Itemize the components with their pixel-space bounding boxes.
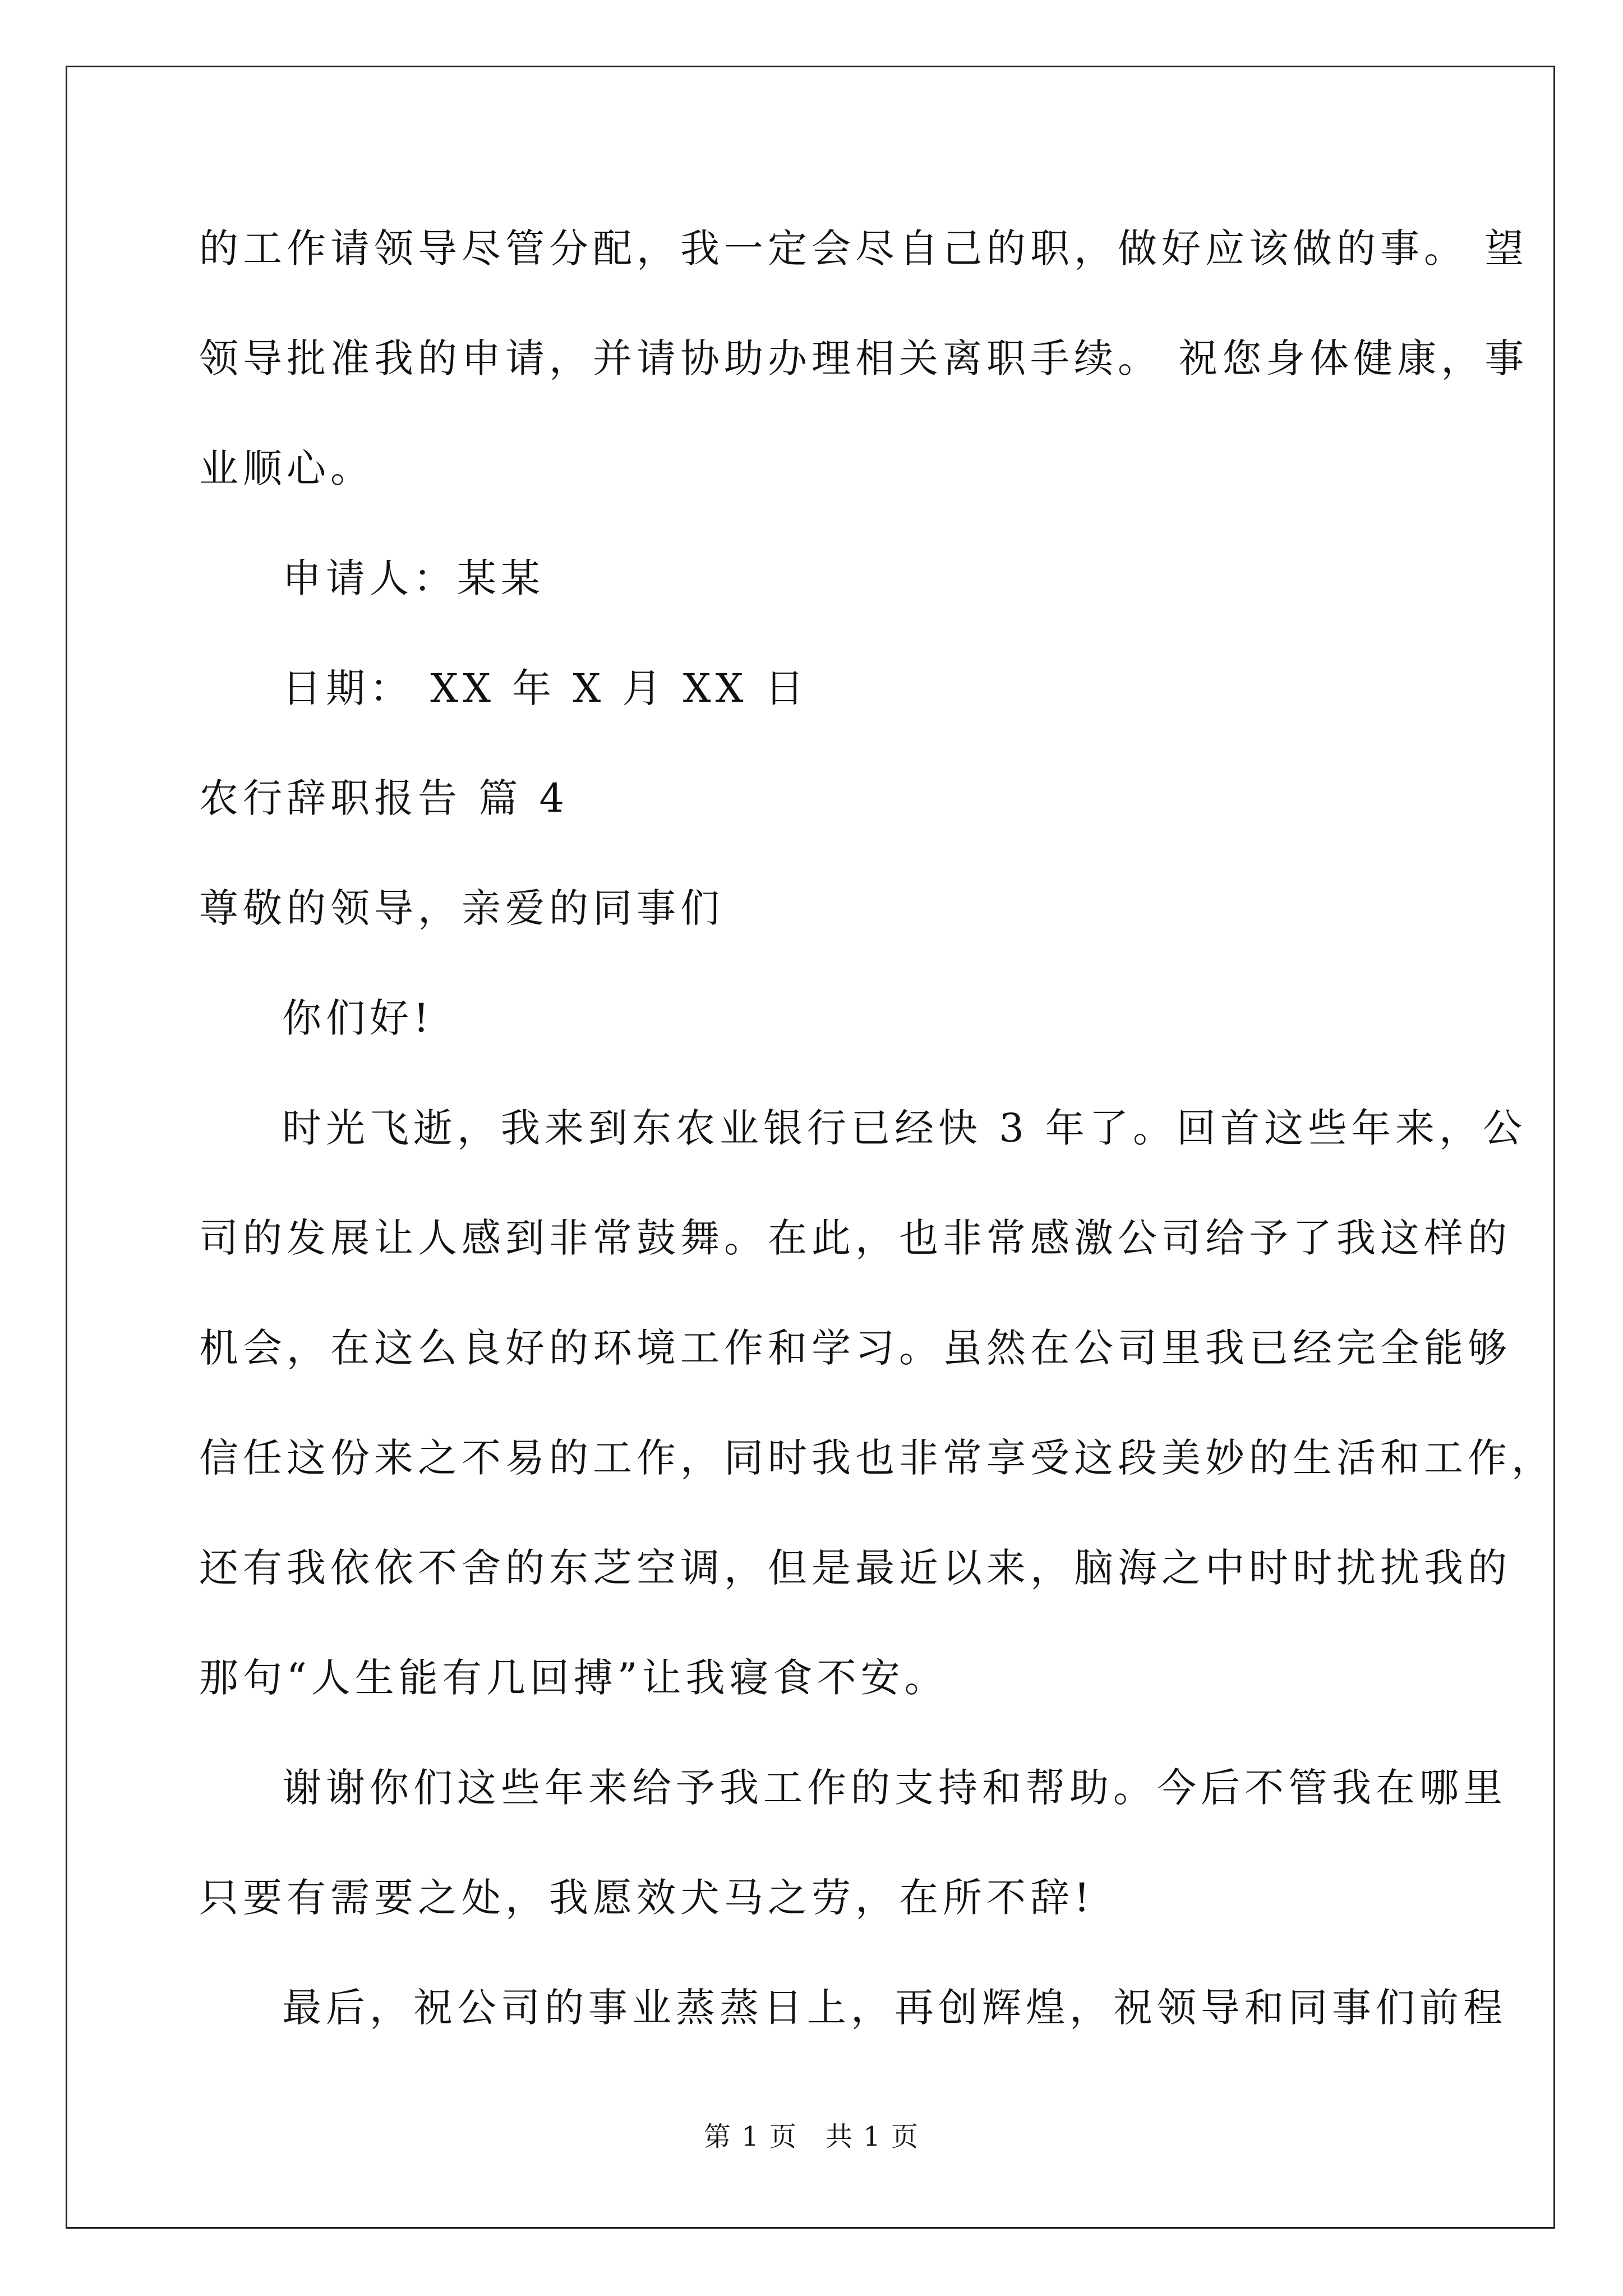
text-line: 机会，在这么良好的环境工作和学习。虽然在公司里我已经完全能够 xyxy=(199,1325,1511,1371)
text-line: 的工作请领导尽管分配，我一定会尽自己的职，做好应该做的事。 望 xyxy=(199,226,1529,272)
text-line: 司的发展让人感到非常鼓舞。在此，也非常感激公司给予了我这样的 xyxy=(199,1215,1511,1261)
text-line: 最后，祝公司的事业蒸蒸日上，再创辉煌，祝领导和同事们前程 xyxy=(282,1985,1507,2031)
text-line: 业顺心。 xyxy=(199,445,374,491)
text-line: 谢谢你们这些年来给予我工作的支持和帮助。今后不管我在哪里 xyxy=(282,1765,1507,1811)
text-line: 你们好! xyxy=(282,995,434,1041)
text-line: 领导批准我的申请，并请协助办理相关离职手续。 祝您身体健康，事 xyxy=(199,335,1529,381)
text-line: 申请人：某某 xyxy=(282,555,545,601)
text-line: 农行辞职报告 篇 4 xyxy=(199,775,569,821)
text-line: 那句“人生能有几回搏”让我寝食不安。 xyxy=(199,1655,948,1701)
text-line: 只要有需要之处，我愿效犬马之劳，在所不辞! xyxy=(199,1875,1095,1921)
text-line: 信任这份来之不易的工作，同时我也非常享受这段美妙的生活和工作， xyxy=(199,1435,1555,1481)
text-line: 日期： XX 年 X 月 XX 日 xyxy=(282,665,809,711)
document-body xyxy=(199,194,1555,2063)
text-line: 尊敬的领导，亲爱的同事们 xyxy=(199,885,724,931)
text-line: 还有我依依不舍的东芝空调，但是最近以来，脑海之中时时扰扰我的 xyxy=(199,1545,1511,1591)
page-footer: 第 1 页 共 1 页 xyxy=(703,2121,920,2152)
text-line: 时光飞逝，我来到东农业银行已经快 3 年了。回首这些年来，公 xyxy=(282,1105,1527,1151)
